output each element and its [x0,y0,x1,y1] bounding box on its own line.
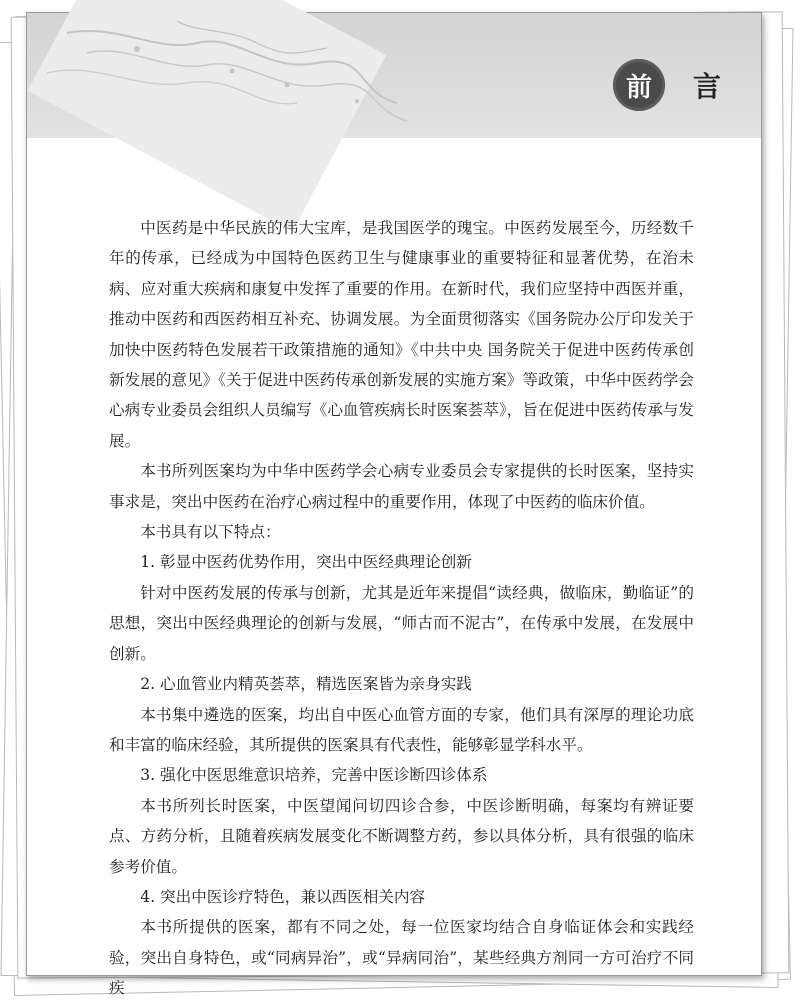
decorative-pattern-icon [27,13,447,138]
page-title [613,57,721,113]
paragraph: 本书所提供的医案，都有不同之处，每一位医家均结合自身临证体会和实践经验，突出自身特色，或“同病异治”，或“异病同治”，某些经典方剂同一方可治疗不同疾 [109,918,694,998]
section-heading: 1. 彰显中医药优势作用，突出中医经典理论创新 [140,553,472,572]
paragraph: 针对中医药发展的传承与创新，尤其是近年来提倡“读经典，做临床，勤临证”的思想，突出中医经典理论的创新与发展，“师古而不泥古”，在传承中发展，在发展中创新。 [109,583,694,663]
paragraph: 中医药是中华民族的伟大宝库，是我国医学的瑰宝。中医药发展至今，历经数千年的传承，已经成为中国特色医药卫生与健康事业的重要特征和显著优势，在治未病、应对重大疾病和康复中发挥了重要的作用。在新时代，我们应坚持中西医并重，推动中医药和西医药相互补充、协调发展。为全面贯彻落实《国务院办公厅印发关于加快中医药特色发展若干政策措施的通知》《中共中央 国务院关于促进中医药传承创新发展的意见》《关于促进中医药传承创新发展的实施方案》等政策，中华中医药学会心病专业委员会组织人员编写《心血管疾病长时医案荟萃》，旨在促进中医药传承与发展。 [109,219,694,450]
paragraph: 本书所列医案均为中华中医药学会心病专业委员会专家提供的长时医案，坚持实事求是，突出中医药在治疗心病过程中的重要作用，体现了中医药的临床价值。 [109,462,694,511]
section-heading: 4. 突出中医诊疗特色，兼以西医相关内容 [140,887,426,906]
section-heading: 2. 心血管业内精英荟萃，精选医案皆为亲身实践 [140,675,472,694]
paragraph: 本书具有以下特点： [140,523,281,542]
preface-body [109,213,694,1004]
paragraph: 本书所列长时医案，中医望闻问切四诊合参，中医诊断明确，每案均有辨证要点、方药分析，且随着疾病发展变化不断调整方药，参以具体分析，具有很强的临床参考价值。 [109,796,694,876]
paragraph: 本书集中遴选的医案，均出自中医心血管方面的专家，他们具有深厚的理论功底和丰富的临床经验，其所提供的医案具有代表性，能够彰显学科水平。 [109,705,694,754]
title-first-char: 前 [613,59,665,111]
header-band [27,13,761,138]
section-heading: 3. 强化中医思维意识培养，完善中医诊断四诊体系 [140,766,488,785]
document-page [26,12,762,998]
title-rest-char: 言 [692,70,721,103]
